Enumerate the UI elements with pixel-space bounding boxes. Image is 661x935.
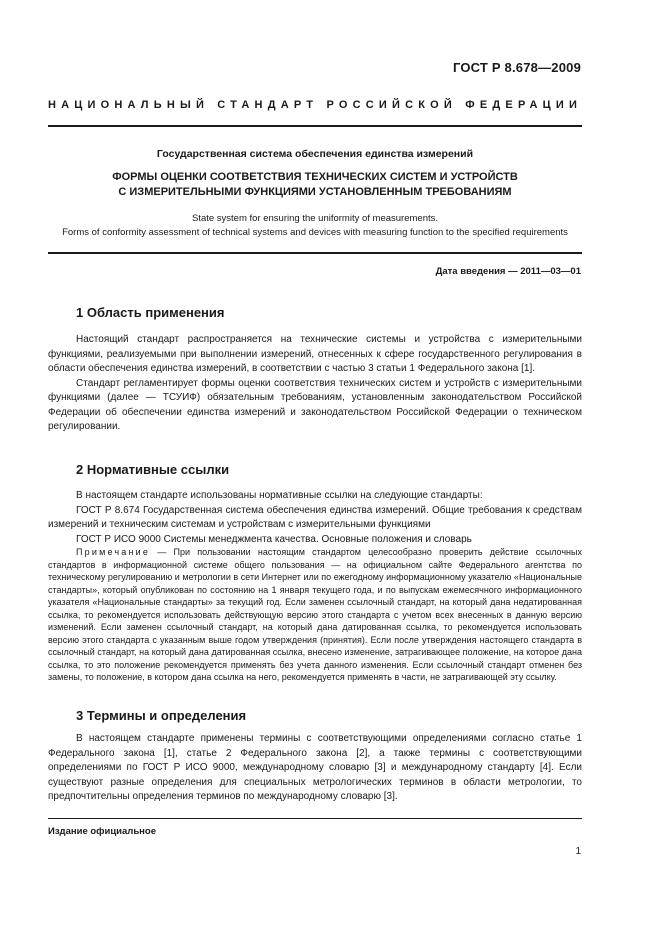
note-label: Примечание [76,547,151,557]
national-standard-banner: НАЦИОНАЛЬНЫЙ СТАНДАРТ РОССИЙСКОЙ ФЕДЕРАЦИИ [48,99,583,111]
reference-item: ГОСТ Р 8.674 Государственная система обеспечения единства измерений. Общие требования к средствам измерений и техническим системам и устройствам с измерительными функциями [48,504,582,530]
document-title [48,170,582,200]
section-heading: 3 Термины и определения [76,708,247,723]
system-title: Государственная система обеспечения единства измерений [156,148,474,160]
reference-item: ГОСТ Р ИСО 9000 Системы менеджмента качества. Основные положения и словарь [76,533,472,545]
header-divider [48,125,582,127]
english-title-line: State system for ensuring the uniformity of measurements. [191,213,439,224]
footer-divider [48,818,582,819]
english-title-line: Forms of conformity assessment of technical systems and devices with measuring function to the specified requirements [62,227,568,238]
paragraph: В настоящем стандарте использованы нормативные ссылки на следующие стандарты: [76,490,483,501]
page-number: 1 [575,846,581,857]
title-line: С ИЗМЕРИТЕЛЬНЫМИ ФУНКЦИЯМИ УСТАНОВЛЕННЫМ ТРЕБОВАНИЯМ [118,186,512,198]
note [48,546,582,684]
paragraph: В настоящем стандарте применены термины с соответствующими определениями согласно статье 1 Федерального закона [1], статье 2 Федерального закона [2], а также термины с соответствующими определениями по ГОСТ Р ИСО 9000, международному словарю [3] и международному стандарту [4]. Если существуют разные определения для специальных метрологических терминов в области метрологии, то предпочтительны определения терминов по международному словарю [3]. [48,733,582,802]
section-body [48,489,582,547]
introduction-date: Дата введения — 2011—03—01 [435,266,581,277]
note-text: — При пользовании настоящим стандартом целесообразно проверить действие ссылочных стандартов в информационной системе общего пользования — на официальном сайте Федерального агентства по техническому регулированию и метрологии в сети Интернет или по ежегодному информационному указателю «Национальные стандарты», который опубликован по состоянию на 1 января текущего года, и по выпускам ежемесячного информационного указателя «Национальные стандарты» за текущий год. Если заменен ссылочный стандарт, на который дана недатированная ссылка, то рекомендуется использовать действующую версию этого стандарта с учетом всех внесенных в данную версию изменений. Если заменен ссылочный стандарт, на который дана датированная ссылка, то рекомендуется использовать версию этого стандарта с указанным выше годом утверждения (принятия). Если после утверждения настоящего стандарта в ссылочный стандарт, на который дана датированная ссылка, внесено изменение, затрагивающее положение, на которое дана ссылка, то это положение рекомендуется применять без учета данного изменения. Если ссылочный стандарт отменен без замены, то положение, в котором дана ссылка на него, рекомендуется применять в части, не затрагивающей эту ссылку. [48,547,582,682]
section-heading: 2 Нормативные ссылки [76,462,230,477]
document-code: ГОСТ Р 8.678—2009 [452,60,581,75]
title-line: ФОРМЫ ОЦЕНКИ СООТВЕТСТВИЯ ТЕХНИЧЕСКИХ СИСТЕМ И УСТРОЙСТВ [112,171,518,183]
paragraph: Настоящий стандарт распространяется на технические системы и устройства с измерительными функциями, реализуемыми при выполнении измерений, отнесенных к сфере государственного регулирования в области обеспечения единства измерений, в соответствии с частью 3 статьи 1 Федерального закона [1]. [48,334,582,374]
section-body [48,333,582,435]
note-paragraph [48,546,582,684]
official-edition-label: Издание официальное [48,826,156,837]
section-heading: 1 Область применения [76,305,225,320]
section-body [48,732,582,805]
title-divider [48,252,582,254]
english-title [48,212,582,240]
paragraph: Стандарт регламентирует формы оценки соответствия технических систем и устройств с измерительными функциями (далее — ТСУИФ) обязательным требованиям, установленным законодательством Российской Федерации об обеспечении единства измерений и законодательством Российской Федерации о техническом регулировании. [48,377,582,432]
